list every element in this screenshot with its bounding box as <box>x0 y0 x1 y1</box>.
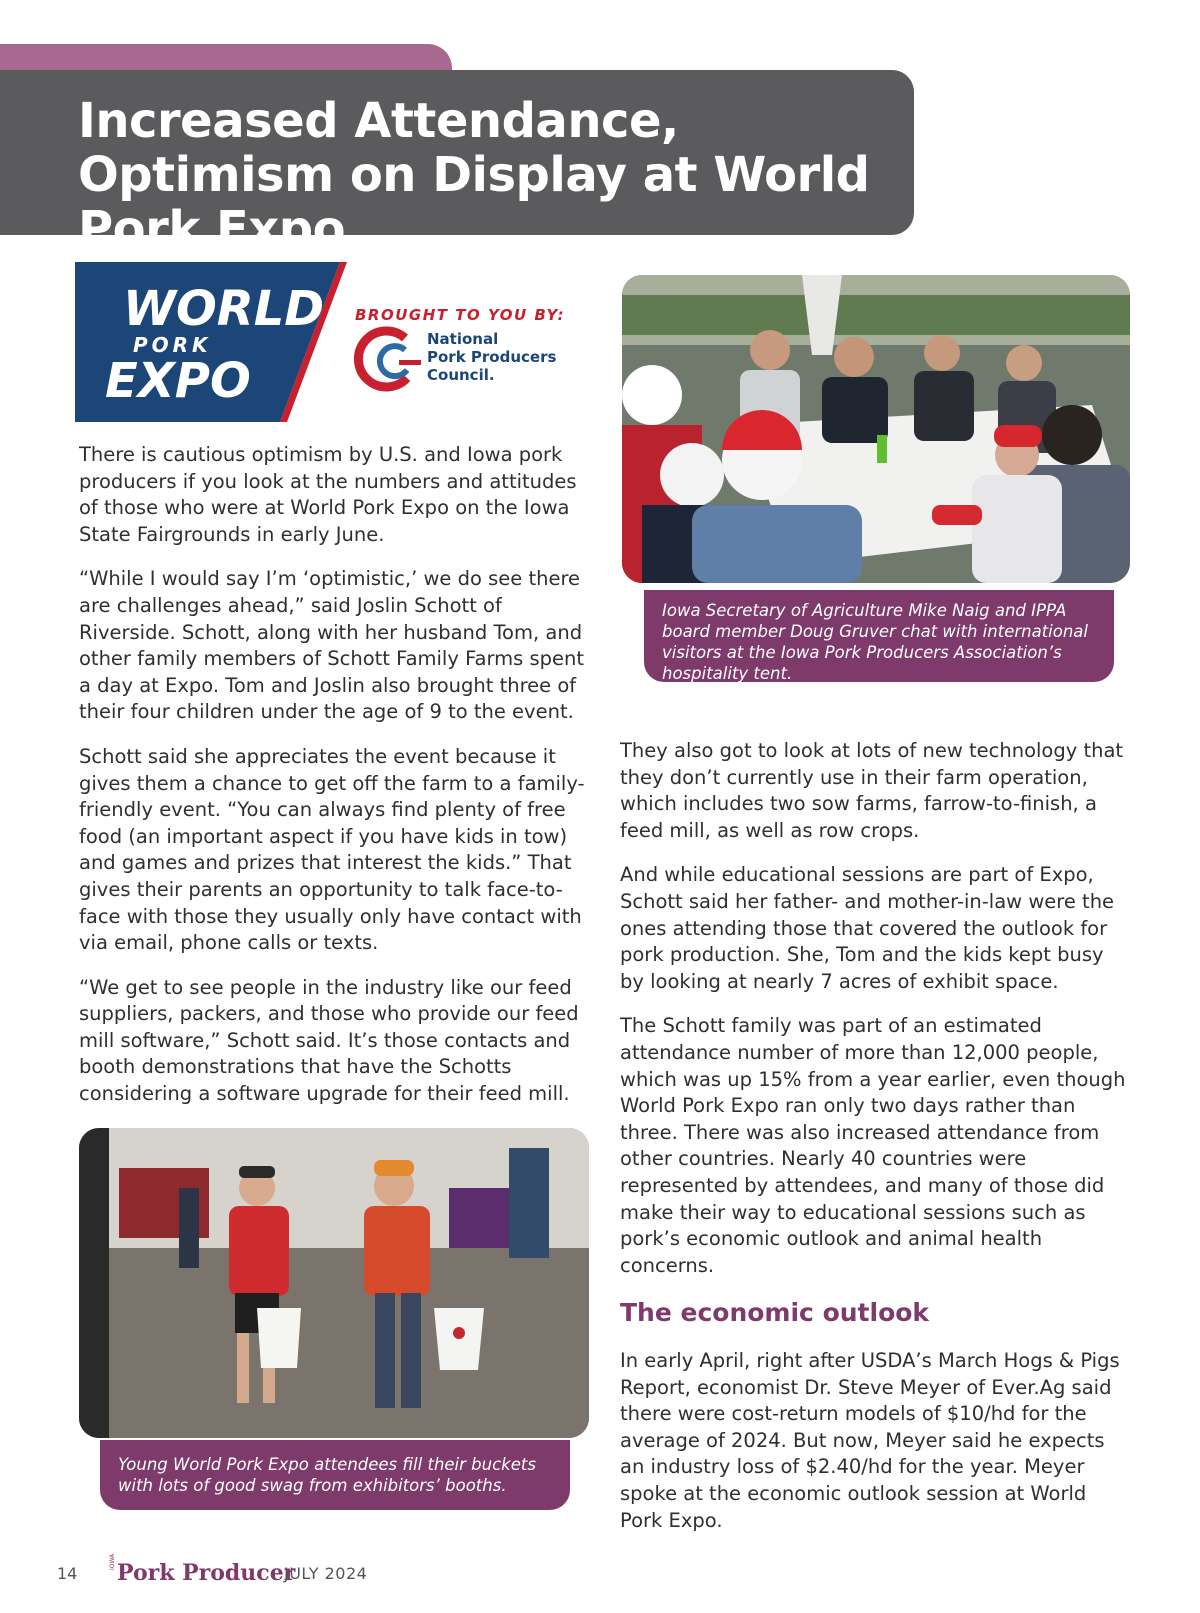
expo-logo-graphic <box>75 262 570 422</box>
paragraph: In early April, right after USDA’s March Hogs & Pigs Report, economist Dr. Steve Meyer of Ever.Ag said there were cost-return models of $10/hd for the average of 2024. But now, Meyer said he expects an industry loss of $2.40/hd for the year. Meyer spoke at the economic outlook session at World Pork Expo. <box>620 1349 1120 1532</box>
paragraph: Schott said she appreciates the event because it gives them a chance to get off the farm to a family-friendly event. “You can always find plenty of free food (an important aspect if you have kids in tow) and games and prizes that interest the kids.” That gives their parents an opportunity to talk face-to-face with those they usually only have contact with via email, phone calls or texts. <box>79 744 585 955</box>
council-name-line3: Council. <box>427 366 495 384</box>
world-pork-expo-logo-banner <box>75 262 570 422</box>
economic-outlook-section <box>620 1348 1130 1552</box>
tent-photo-illustration <box>622 275 1130 583</box>
paragraph: And while educational sessions are part of Expo, Schott said her father- and mother-in-law were the ones attending those that covered the outlook for pork production. She, Tom and the kids kept busy by looking at nearly 7 acres of exhibit space. <box>620 863 1115 993</box>
article-right-column <box>620 738 1130 1297</box>
kids-photo-illustration <box>79 1128 589 1438</box>
tent-photo-caption: Iowa Secretary of Agriculture Mike Naig and IPPA board member Doug Gruver chat with international visitors at the Iowa Pork Producers Association’s hospitality tent. <box>644 590 1114 682</box>
paragraph: “We get to see people in the industry like our feed suppliers, packers, and those who provide our feed mill software,” Schott said. It’s those contacts and booth demonstrations that have the Schotts considering a software upgrade for their feed mill. <box>79 975 579 1106</box>
expo-word-world: WORLD <box>123 281 325 337</box>
expo-word-expo: EXPO <box>105 353 251 409</box>
article-left-column <box>79 442 594 1126</box>
kids-buckets-photo <box>79 1128 589 1438</box>
nppc-logo-icon <box>358 331 421 387</box>
paragraph: “While I would say I’m ‘optimistic,’ we do see there are challenges ahead,” said Joslin Schott of Riverside. Schott, along with her husband Tom, and other family members of Schott Family Farms spent a day at Expo. Tom and Joslin also brought three of their four children under the age of 9 to the event. <box>79 567 585 724</box>
brought-to-you-by: BROUGHT TO YOU BY: <box>355 306 566 324</box>
paragraph: They also got to look at lots of new technology that they don’t currently use in their farm operation, which includes two sow farms, farrow-to-finish, a feed mill, as well as row crops. <box>620 739 1124 842</box>
title-banner <box>0 70 914 257</box>
page-number: 14 <box>57 1564 78 1583</box>
paragraph: The Schott family was part of an estimated attendance number of more than 12,000 people, which was up 15% from a year earlier, even though World Pork Expo ran only two days rather than three. There was also increased attendance from other countries. Nearly 40 countries were represented by attendees, and many of those did make their way to educational sessions such as pork’s economic outlook and animal health concerns. <box>620 1014 1126 1277</box>
council-name-line1: National <box>427 330 499 348</box>
kids-photo-caption: Young World Pork Expo attendees fill their buckets with lots of good swag from exhibitors’ booths. <box>100 1440 570 1510</box>
publication-brand: Pork Producer <box>117 1560 296 1586</box>
brand-prefix: IOWA <box>109 1553 116 1570</box>
expo-word-pork: PORK <box>133 333 212 357</box>
council-name-line2: Pork Producers <box>427 348 557 366</box>
section-subhead: The economic outlook <box>620 1298 930 1327</box>
hospitality-tent-photo <box>622 275 1130 583</box>
paragraph: There is cautious optimism by U.S. and Iowa pork producers if you look at the numbers and attitudes of those who were at World Pork Expo on the Iowa State Fairgrounds in early June. <box>79 443 577 546</box>
issue-date: JULY 2024 <box>284 1564 368 1583</box>
article-title: Increased Attendance, Optimism on Display at World Pork Expo <box>78 93 870 257</box>
